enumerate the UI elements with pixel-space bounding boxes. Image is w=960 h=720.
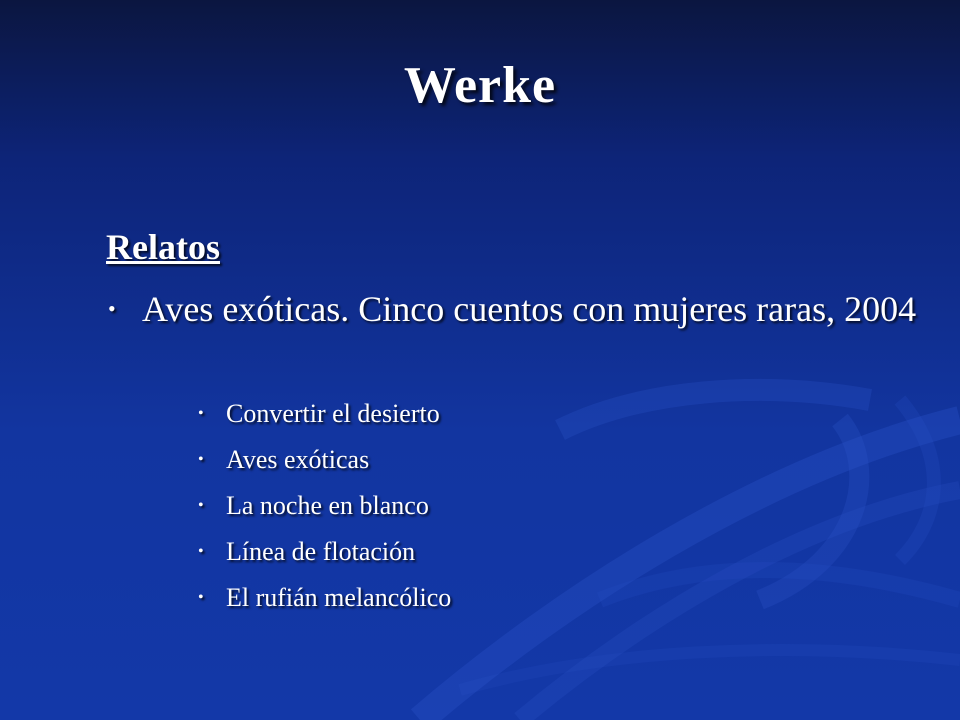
story-title: Convertir el desierto xyxy=(226,399,440,428)
list-item xyxy=(198,486,451,532)
section-heading: Relatos xyxy=(106,227,220,267)
stories-list xyxy=(198,394,451,624)
bullet-icon: • xyxy=(198,405,204,422)
bullet-icon: • xyxy=(108,296,116,321)
story-title: Línea de flotación xyxy=(226,537,416,566)
list-item xyxy=(198,532,451,578)
bullet-icon: • xyxy=(198,589,204,606)
bullet-icon: • xyxy=(198,451,204,468)
book-item xyxy=(108,288,938,330)
bullet-icon: • xyxy=(198,543,204,560)
list-item xyxy=(198,578,451,624)
story-title: La noche en blanco xyxy=(226,491,429,520)
story-title: El rufián melancólico xyxy=(226,583,452,612)
book-title: Aves exóticas. Cinco cuentos con mujeres raras, 2004 xyxy=(142,289,917,329)
bullet-icon: • xyxy=(198,497,204,514)
list-item xyxy=(198,394,451,440)
story-title: Aves exóticas xyxy=(226,445,370,474)
list-item xyxy=(198,440,451,486)
slide-title: Werke xyxy=(403,57,557,114)
